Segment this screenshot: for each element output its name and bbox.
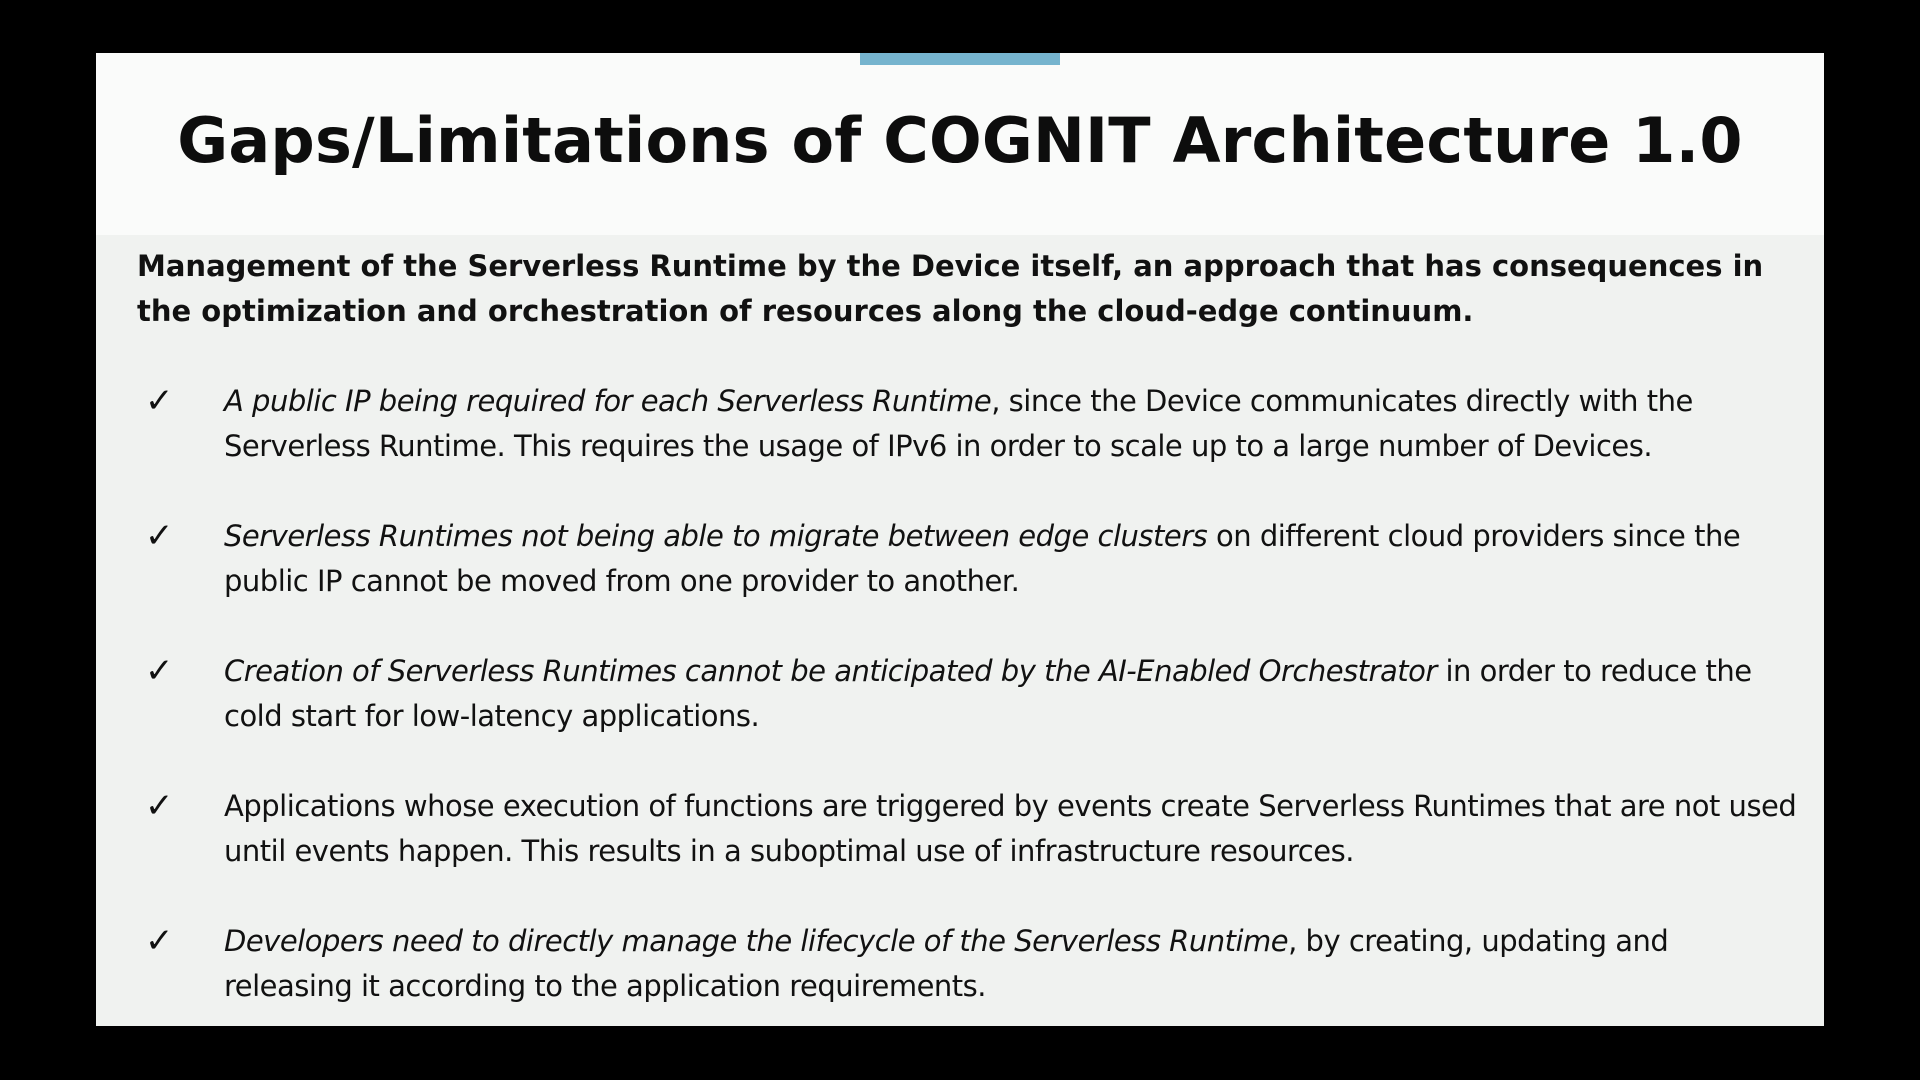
checkmark-icon: ✓ [145, 381, 174, 421]
list-item-text [224, 514, 1802, 604]
list-item-emphasis: Creation of Serverless Runtimes cannot be anticipated by the AI-Enabled Orchestrator [224, 654, 1437, 688]
slide [96, 53, 1824, 1026]
list-item [137, 919, 1802, 1026]
slide-header [96, 53, 1824, 235]
checkmark-icon: ✓ [145, 786, 174, 826]
list-item-emphasis: Serverless Runtimes not being able to migrate between edge clusters [224, 519, 1208, 553]
list-item-text [224, 919, 1802, 1009]
checkmark-icon: ✓ [145, 516, 174, 556]
accent-bar [860, 53, 1060, 65]
list-item [137, 514, 1802, 649]
list-item-body: in order to reduce the cold start for low-latency applications. [224, 654, 1752, 733]
list-item [137, 649, 1802, 784]
list-item-emphasis: Developers need to directly manage the lifecycle of the Serverless Runtime [224, 924, 1289, 958]
list-item-emphasis: A public IP being required for each Serverless Runtime [224, 384, 992, 418]
list-item-body: Applications whose execution of functions are triggered by events create Serverless Runtimes that are not used until events happen. This results in a suboptimal use of infrastructure resources. [224, 789, 1797, 868]
list-item-body: , by creating, updating and releasing it according to the application requirements. [224, 924, 1669, 1003]
checkmark-icon: ✓ [145, 921, 174, 961]
list-item-text [224, 649, 1802, 739]
list-item-text [224, 784, 1802, 874]
checkmark-icon: ✓ [145, 651, 174, 691]
list-item [137, 379, 1802, 514]
intro-text: Management of the Serverless Runtime by the Device itself, an approach that has consequences in the optimization and orchestration of resources along the cloud-edge continuum. [137, 249, 1764, 328]
slide-title: Gaps/Limitations of COGNIT Architecture 1.0 [177, 104, 1743, 177]
list-item-body: , since the Device communicates directly with the Serverless Runtime. This requires the usage of IPv6 in order to scale up to a large number of Devices. [224, 384, 1693, 463]
limitations-list [137, 379, 1802, 1026]
list-item [137, 784, 1802, 919]
list-item-body: on different cloud providers since the public IP cannot be moved from one provider to another. [224, 519, 1741, 598]
list-item-text [224, 379, 1802, 469]
